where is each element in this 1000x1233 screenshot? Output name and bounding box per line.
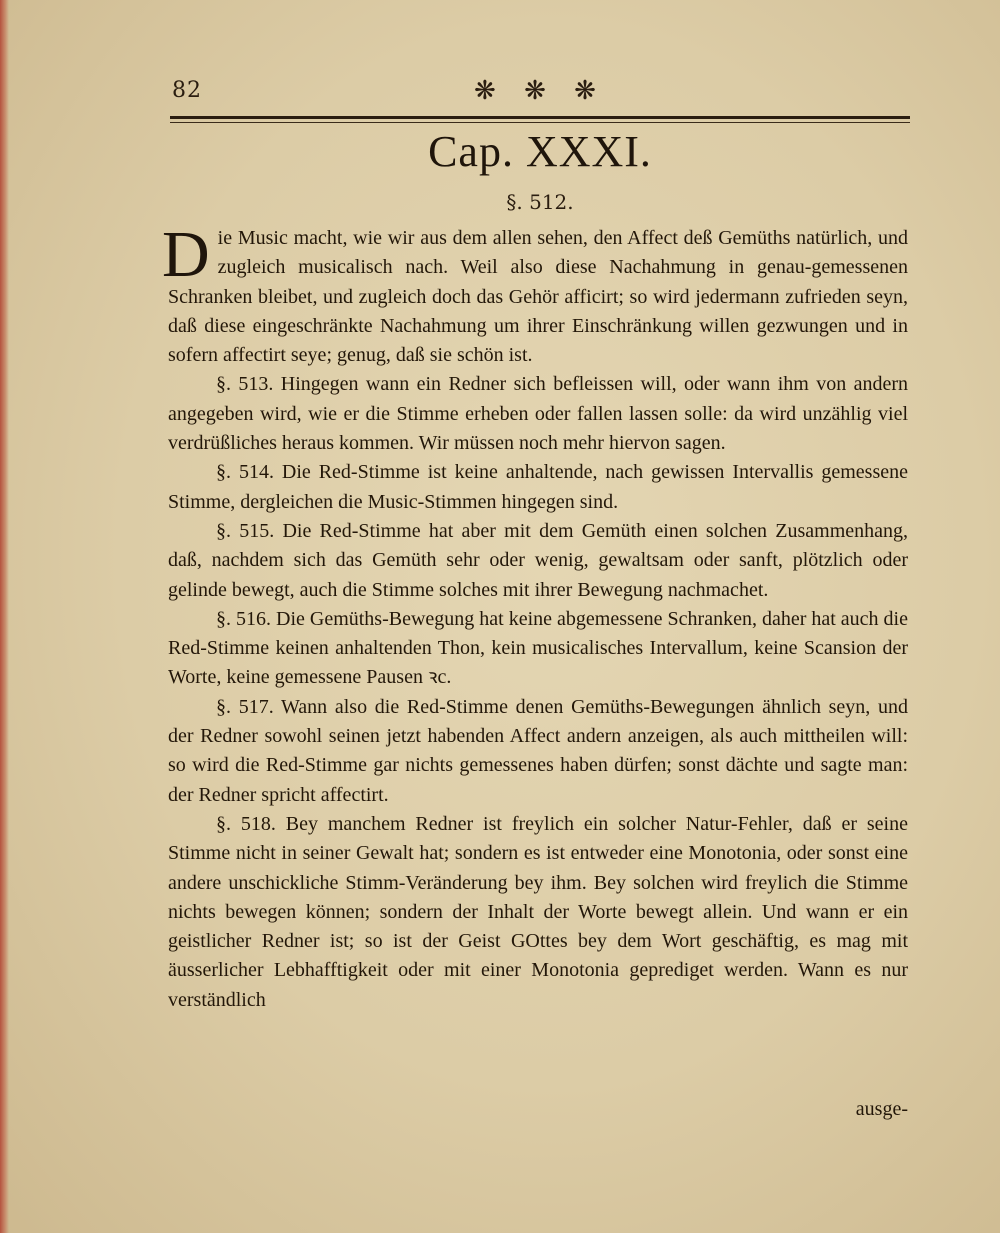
header-rule — [170, 116, 910, 119]
paragraph-515: §. 515. Die Red-Stimme hat aber mit dem Gemüth einen solchen Zusammenhang, daß, nachdem sich das Gemüth sehr oder wenig, gewaltsam oder sanft, plötzlich oder gelinde bewegt, auch die Stimme solches mit ihrer Bewegung nachmachet. — [168, 519, 908, 601]
header-rule-thin — [170, 122, 910, 123]
page-number: 82 — [172, 78, 202, 103]
chapter-title: Cap. XXXI. — [428, 127, 652, 176]
catchword: ausge- — [855, 1098, 908, 1120]
paragraph-513: §. 513. Hingegen wann ein Redner sich befleissen will, oder wann ihm von andern angegeben wird, wie er die Stimme erheben oder fallen lassen solle: da wird unzählig viel verdrüßliches heraus kommen. Wir müssen noch mehr hiervon sagen. — [168, 373, 908, 455]
drop-cap: D — [162, 218, 210, 291]
body-text — [162, 218, 908, 1015]
paragraph-518: §. 518. Bey manchem Redner ist freylich ein solcher Natur-Fehler, daß er seine Stimme nicht in seiner Gewalt hat; sondern es ist entweder eine Monotonia, oder sonst eine andere unschickliche Stimm-Veränderung bey ihm. Bey solchen wird freylich die Stimme nichts bewegen können; sondern der Inhalt der Worte bewegt allein. Und wann er ein geistlicher Redner ist; so ist der Geist GOttes bey dem Wort geschäftig, es mag mit äusserlicher Lebhafftigkeit oder mit einer Monotonia geprediget werden. Wann es nur verständlich — [168, 812, 908, 1011]
paragraph-512 — [162, 218, 908, 370]
paragraph-517: §. 517. Wann also die Red-Stimme denen Gemüths-Bewegungen ähnlich seyn, und der Redner sowohl seinen jetzt habenden Affect andern anzeigen, als auch mittheilen will: so wird die Red-Stimme gar nichts gemessenes haben dürfen; sonst dächte und sagte man: der Redner spricht affectirt. — [168, 695, 908, 806]
paragraph-512-text: ie Music macht, wie wir aus dem allen sehen, den Affect deß Gemüths natürlich, und zugleich musicalisch nach. Weil also diese Nachahmung in genau-gemessenen Schranken bleibet, und zugleich doch das Gehör afficirt; so wird jedermann zufrieden seyn, daß diese eingeschränkte Nachahmung um ihrer Einschränkung willen gezwungen und in sofern affectirt seye; genug, daß sie schön ist. — [168, 227, 908, 367]
section-heading: §. 512. — [506, 190, 574, 214]
header-ornament-icon: ❋ ❋ ❋ — [474, 76, 606, 106]
page-edge — [0, 0, 9, 1233]
page-header — [170, 76, 910, 120]
paragraph-514: §. 514. Die Red-Stimme ist keine anhaltende, nach gewissen Intervallis gemessene Stimme, dergleichen die Music-Stimmen hingegen sind. — [168, 461, 908, 513]
paragraph-516: §. 516. Die Gemüths-Bewegung hat keine abgemessene Schranken, daher hat auch die Red-Stimme keinen anhaltenden Thon, kein musicalisches Intervallum, keine Scansion der Worte, keine gemessene Pausen ꝛc. — [168, 607, 908, 689]
